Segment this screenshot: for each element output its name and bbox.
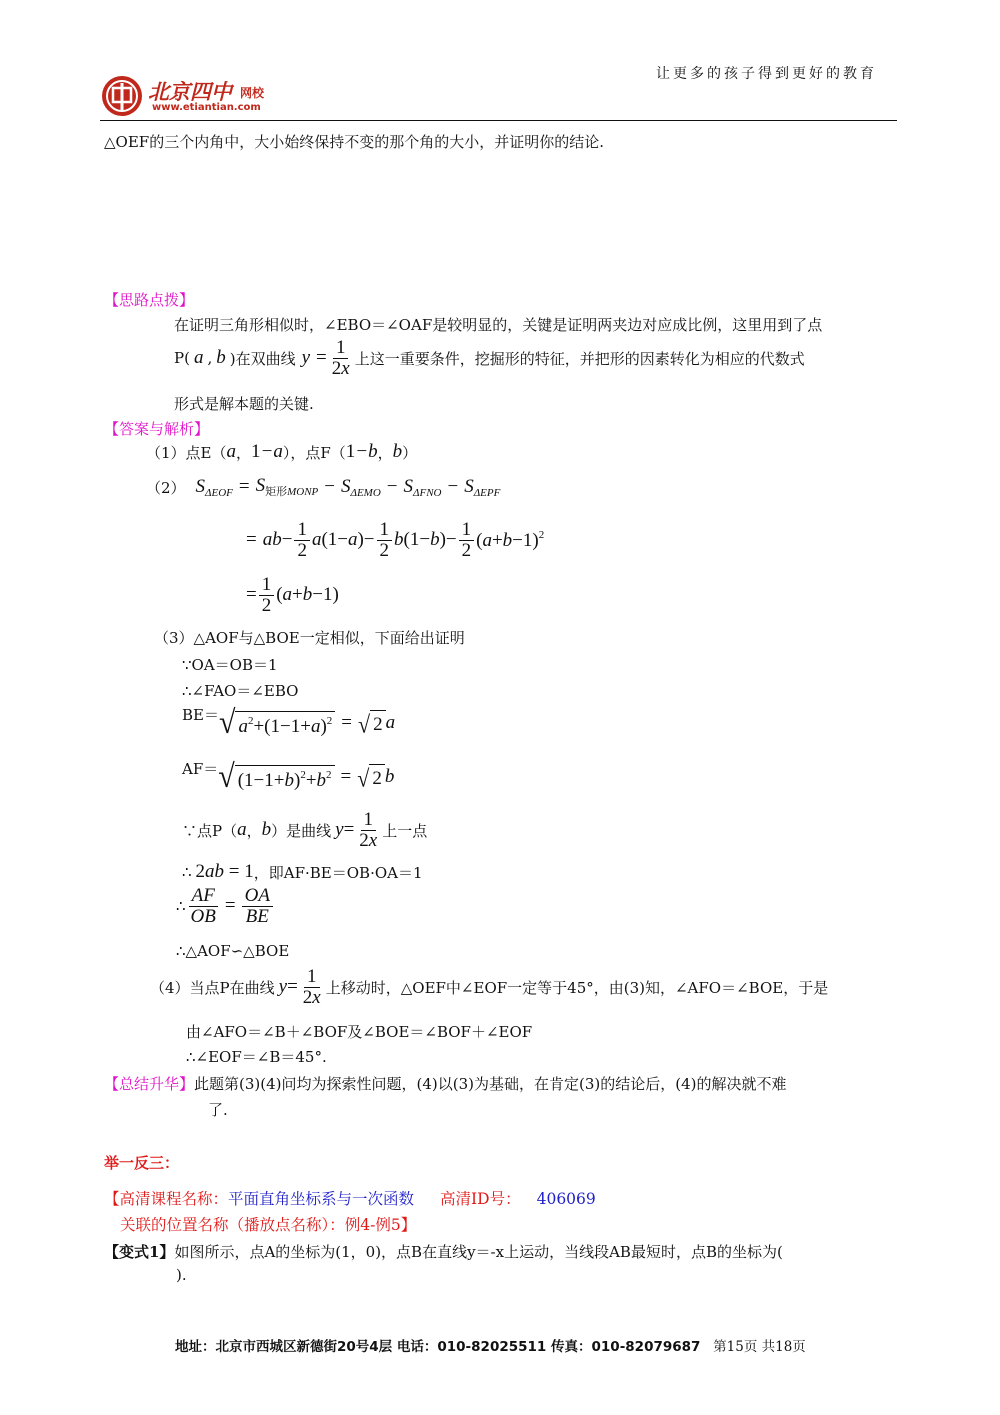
answer-part-4-line-2: 由∠AFO＝∠B＋∠BOF及∠BOE＝∠BOF＋∠EOF xyxy=(186,1023,533,1041)
answer-part-4-line-3: ∴∠EOF＝∠B＝45°. xyxy=(186,1048,327,1066)
silu-label: 【思路点拨】 xyxy=(104,291,195,309)
silu-line-2c: 上这一重要条件，挖掘形的特征，并把形的因素转化为相应的代数式 xyxy=(354,349,805,368)
variant-label: 【变式1】 xyxy=(104,1243,175,1261)
variant-1 xyxy=(104,1241,783,1262)
silu-line-2: P( a , b )在双曲线 y = $\frac{1}{2x}$ 上这一重要条件，挖掘形的特征，并把形的因素转化为相应的代数式 xyxy=(174,337,805,379)
answer-label: 【答案与解析】 xyxy=(104,420,210,438)
logo-name: 北京四中 xyxy=(148,80,232,104)
footer-address: 地址：北京市西城区新德街20号4层 电话：010-82025511 传真：010-82079687 xyxy=(175,1339,701,1355)
proof-step-2: ∴∠FAO＝∠EBO xyxy=(182,682,299,700)
course-line: 【高清课程名称：平面直角坐标系与一次函数 高清ID号： 406069 xyxy=(104,1190,596,1208)
summary-text-2: 了. xyxy=(208,1101,228,1119)
intro-text: △OEF的三个内角中，大小始终保持不变的那个角的大小，并证明你的结论. xyxy=(104,133,604,151)
proof-step-4: ∴ 2ab = 1 ，即AF·BE＝OB·OA＝1 xyxy=(182,861,423,882)
variant-text-2: ). xyxy=(176,1266,187,1284)
proof-step-3: ∵点P（ a ， b ）是曲线 y = $\frac{1}{2x}$ 上一点 xyxy=(182,809,428,851)
af-formula: AF＝ √ $(1-1+b)^2+b^2$ = √ 2 b xyxy=(182,758,395,795)
area-line-2: = ab − $\frac{1}{2}$ a(1−a)− $\frac{1}{2}$ b(1−b)− $\frac{1}{2}$ $(a+b-1)^2$ xyxy=(246,519,545,561)
summary xyxy=(104,1073,787,1094)
proof-step-5: ∴ $\frac{AF}{OB}$ = $\frac{OA}{BE}$ xyxy=(176,886,275,927)
footer-page: 第15页 共18页 xyxy=(713,1339,806,1355)
be-formula: BE＝ √ $a^2+(1-1+a)^2$ = √ 2 a xyxy=(182,704,396,741)
silu-line-1: 在证明三角形相似时，∠EBO＝∠OAF是较明显的，关键是证明两夹边对应成比例，这里用到了点 xyxy=(174,316,823,334)
logo-emblem-icon xyxy=(100,74,144,118)
silu-line-3: 形式是解本题的关键. xyxy=(174,395,314,413)
course-position: 关联的位置名称（播放点名称）：例4-例5】 xyxy=(120,1216,417,1234)
summary-label: 【总结升华】 xyxy=(104,1075,195,1093)
juyi-heading: 举一反三： xyxy=(104,1154,180,1172)
answer-part-4: （4）当点P在曲线 y = $\frac{1}{2x}$ 上移动时，△OEF中∠EOF一定等于45°，由(3)知，∠AFO＝∠BOE，于是 xyxy=(150,966,829,1008)
silu-line-2a: P( xyxy=(174,349,190,368)
variant-text-1: 如图所示，点A的坐标为(1，0)，点B在直线y＝-x上运动，当线段AB最短时，点B的坐标为( xyxy=(174,1243,783,1261)
logo-url: www.etiantian.com xyxy=(152,102,261,113)
answer-part-1: （1）点E（ a ， 1−a ），点F（ 1−b ， b ） xyxy=(146,441,418,462)
answer-part-3: （3）△AOF与△BOE一定相似，下面给出证明 xyxy=(154,629,465,647)
header-divider xyxy=(100,120,897,121)
logo xyxy=(100,74,300,118)
answer-part-2: （2） $S_{\Delta EOF}$ = $S_{矩形MONP}$ − $S_{\Delta EMO}$ − $S_{\Delta FNO}$ − $S_{\Delta EPF}$ xyxy=(146,475,501,499)
proof-step-6: ∴△AOF∽△BOE xyxy=(176,942,290,960)
proof-step-1: ∵OA＝OB＝1 xyxy=(182,656,278,674)
logo-suffix: 网校 xyxy=(240,86,265,100)
area-line-3: = $\frac{1}{2}$ (a+b−1) xyxy=(246,574,339,616)
summary-text-1: 此题第(3)(4)问均为探索性问题，(4)以(3)为基础，在肯定(3)的结论后，(4)的解决就不难 xyxy=(194,1075,787,1093)
silu-line-2b: )在双曲线 xyxy=(229,349,296,368)
slogan: 让更多的孩子得到更好的教育 xyxy=(656,66,877,82)
footer xyxy=(175,1335,806,1355)
